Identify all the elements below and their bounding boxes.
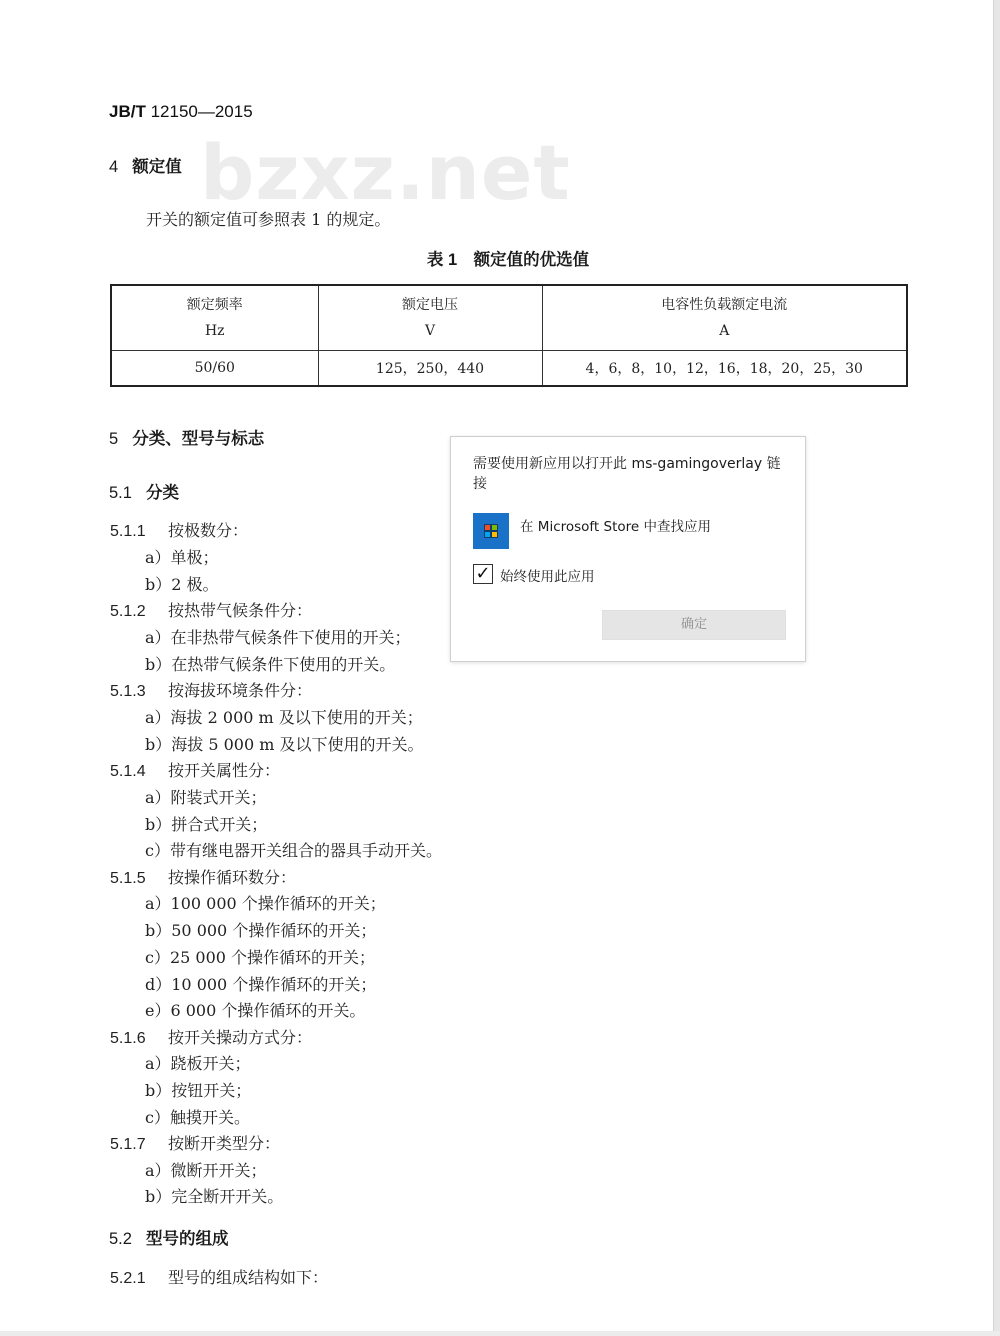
standard-id [109, 102, 253, 122]
store-bag-shape [484, 524, 498, 538]
clause-text: 按极数分： [168, 521, 249, 540]
list-item: a）海拔 2 000 m 及以下使用的开关； [145, 708, 423, 727]
list-item: a）跷板开关； [145, 1054, 251, 1073]
clause-5-1-4 [110, 758, 280, 781]
section-5-heading [109, 425, 264, 449]
clause-text: 按开关操动方式分： [168, 1028, 313, 1047]
header-name: 电容性负载额定电流 [661, 297, 788, 313]
logo-square-green [492, 525, 497, 530]
clause-5-1-7 [110, 1131, 280, 1154]
standard-prefix: JB/T [109, 102, 146, 121]
header-unit: Hz [204, 323, 225, 339]
list-item: a）100 000 个操作循环的开关； [145, 894, 386, 913]
list-item: b）2 极。 [145, 575, 219, 594]
logo-square-blue [485, 532, 490, 537]
rated-values-table [110, 284, 908, 387]
clause-5-1-3 [110, 678, 312, 701]
section-4-heading [109, 153, 182, 177]
list-item: a）在非热带气候条件下使用的开关； [145, 628, 411, 647]
section-title: 分类、型号与标志 [132, 430, 265, 448]
section-number: 4 [109, 158, 119, 176]
list-item: b）在热带气候条件下使用的开关。 [145, 655, 396, 674]
section-title: 额定值 [132, 158, 182, 176]
clause-text: 按开关属性分： [168, 761, 281, 780]
store-option-label: 在 Microsoft Store 中查找应用 [520, 519, 711, 535]
clause-number: 5.1.3 [110, 683, 146, 700]
microsoft-store-option[interactable] [473, 513, 791, 551]
list-item: c）触摸开关。 [145, 1108, 250, 1127]
page-right-edge [993, 0, 1000, 1336]
dialog-title: 需要使用新应用以打开此 ms-gamingoverlay 链接 [473, 456, 781, 492]
open-app-dialog [450, 436, 806, 662]
always-use-label: 始终使用此应用 [500, 569, 595, 585]
section-title: 型号的组成 [145, 1230, 229, 1248]
list-item: b）海拔 5 000 m 及以下使用的开关。 [145, 735, 424, 754]
table-cell: 50/60 [111, 351, 318, 387]
list-item: e）6 000 个操作循环的开关。 [145, 1001, 366, 1020]
list-item: c）带有继电器开关组合的器具手动开关。 [145, 841, 442, 860]
clause-number: 5.1.2 [110, 603, 146, 620]
clause-5-1-6 [110, 1025, 312, 1048]
table-header-cell [542, 285, 907, 351]
clause-5-1-2 [110, 598, 312, 621]
list-item: b）50 000 个操作循环的开关； [145, 921, 377, 940]
clause-number: 5.2.1 [110, 1270, 146, 1287]
list-item: b）拼合式开关； [145, 815, 268, 834]
watermark: bzxz.net [200, 128, 571, 217]
section-number: 5.1 [109, 484, 132, 502]
list-item: a）附装式开关； [145, 788, 267, 807]
table-caption: 表 1 额定值的优选值 [426, 251, 590, 269]
clause-5-1-1 [110, 518, 248, 541]
clause-number: 5.1.7 [110, 1136, 146, 1153]
clause-number: 5.1.4 [110, 763, 146, 780]
list-item: a）微断开开关； [145, 1161, 267, 1180]
clause-text: 按热带气候条件分： [168, 601, 313, 620]
table-header-cell [111, 285, 318, 351]
clause-text: 按操作循环数分： [168, 868, 297, 887]
standard-number: 12150—2015 [150, 102, 253, 121]
header-unit: A [719, 323, 730, 339]
clause-number: 5.1.5 [110, 870, 146, 887]
section-5-2-heading [109, 1225, 228, 1249]
clause-5-2-1 [110, 1265, 328, 1288]
table-header-row [111, 285, 907, 351]
header-name: 额定频率 [186, 297, 243, 313]
table-cell: 4，6，8，10，12，16，18，20，25，30 [542, 351, 907, 387]
logo-square-yellow [492, 532, 497, 537]
table-header-cell [318, 285, 542, 351]
clause-text: 型号的组成结构如下： [168, 1268, 329, 1287]
list-item: d）10 000 个操作循环的开关； [145, 975, 377, 994]
section-5-1-heading [109, 479, 179, 503]
table-row [111, 351, 907, 387]
clause-number: 5.1.6 [110, 1030, 146, 1047]
microsoft-store-icon [473, 513, 509, 549]
section-title: 分类 [145, 484, 179, 502]
logo-square-red [485, 525, 490, 530]
list-item: c）25 000 个操作循环的开关； [145, 948, 376, 967]
ok-button[interactable]: 确定 [602, 610, 786, 640]
header-unit: V [424, 323, 436, 339]
clause-text: 按海拔环境条件分： [168, 681, 313, 700]
section-number: 5.2 [109, 1230, 132, 1248]
list-item: b）完全断开开关。 [145, 1187, 284, 1206]
section-4-paragraph: 开关的额定值可参照表 1 的规定。 [146, 210, 391, 229]
list-item: a）单极； [145, 548, 219, 567]
always-use-checkbox[interactable]: ✓ [473, 564, 493, 584]
page-bottom-edge [0, 1331, 1000, 1336]
clause-5-1-5 [110, 865, 296, 888]
clause-number: 5.1.1 [110, 523, 146, 540]
table-cell: 125，250，440 [318, 351, 542, 387]
header-name: 额定电压 [402, 297, 458, 313]
section-number: 5 [109, 430, 119, 448]
list-item: b）按钮开关； [145, 1081, 252, 1100]
clause-text: 按断开类型分： [168, 1134, 281, 1153]
